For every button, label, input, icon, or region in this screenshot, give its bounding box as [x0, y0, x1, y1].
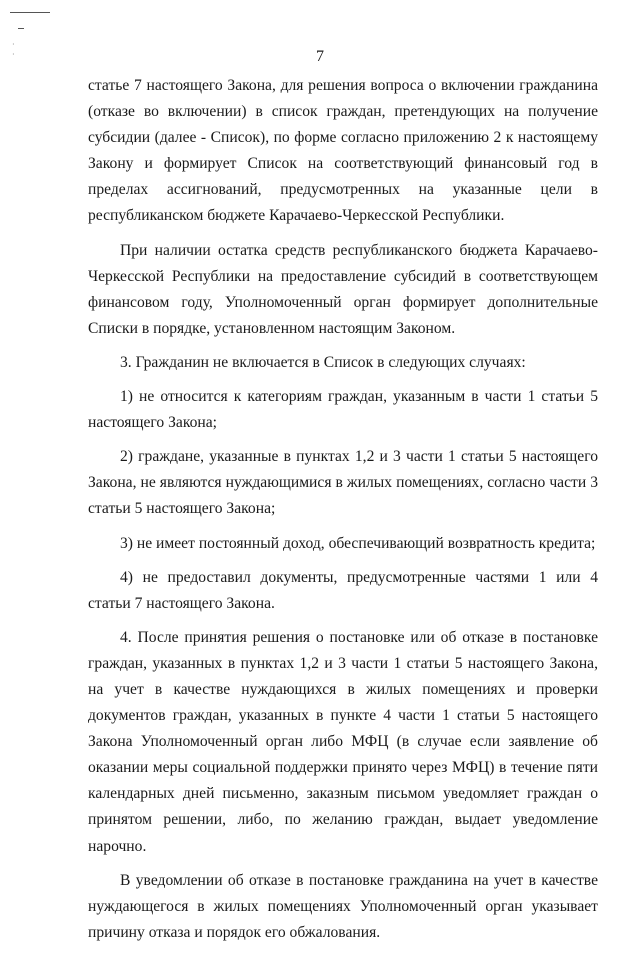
paragraph-subitem-3: 3) не имеет постоянный доход, обеспечивающий возвратность кредита;: [120, 534, 596, 552]
document-body: [88, 73, 598, 954]
scan-artifact-dots: · ·: [12, 40, 15, 59]
paragraph-subitem-2: 2) граждане, указанные в пунктах 1,2 и 3 части 1 статьи 5 настоящего Закона, не являются нуждающимися в жилых помещениях, согласно части 3 статьи 5 настоящего Закона;: [88, 448, 598, 518]
paragraph-item-4: 4. После принятия решения о постановке или об отказе в постановке граждан, указанных в пунктах 1,2 и 3 части 1 статьи 5 настоящего Закона, на учет в качестве нуждающихся в жилых помещениях и проверки документов граждан, указанных в пункте 4 части 1 статьи 5 настоящего Закона Уполномоченный орган либо МФЦ (в случае если заявление об оказании меры социальной поддержки принято через МФЦ) в течение пяти календарных дней письменно, заказным письмом уведомляет граждан о принятом решении, либо, по желанию граждан, выдает уведомление нарочно.: [88, 628, 598, 855]
paragraph-additional-lists: При наличии остатка средств республиканского бюджета Карачаево-Черкесской Республики на предоставление субсидий в соответствующем финансовом году, Уполномоченный орган формирует дополнительные Списки в порядке, установленном настоящим Законом.: [88, 241, 598, 337]
paragraph-continuation: статье 7 настоящего Закона, для решения вопроса о включении гражданина (отказе во включении) в список граждан, претендующих на получение субсидии (далее - Список), по форме согласно приложению 2 к настоящему Закону и формирует Список на соответствующий финансовый год в пределах ассигнований, предусмотренных на указанные цели в республиканском бюджете Карачаево-Черкесской Республики.: [88, 77, 598, 225]
scan-artifact-tick: [18, 28, 24, 29]
paragraph-refusal-notice: В уведомлении об отказе в постановке гражданина на учет в качестве нуждающегося в жилых помещениях Уполномоченный орган указывает причину отказа и порядок его обжалования.: [88, 871, 598, 941]
paragraph-subitem-1: 1) не относится к категориям граждан, указанным в части 1 статьи 5 настоящего Закона;: [88, 388, 598, 432]
paragraph-item-3-heading: 3. Гражданин не включается в Список в следующих случаях:: [120, 353, 526, 371]
page-number: 7: [316, 48, 324, 65]
scan-artifact-line: [10, 12, 50, 13]
paragraph-subitem-4: 4) не предоставил документы, предусмотренные частями 1 или 4 статьи 7 настоящего Закона.: [88, 568, 598, 612]
